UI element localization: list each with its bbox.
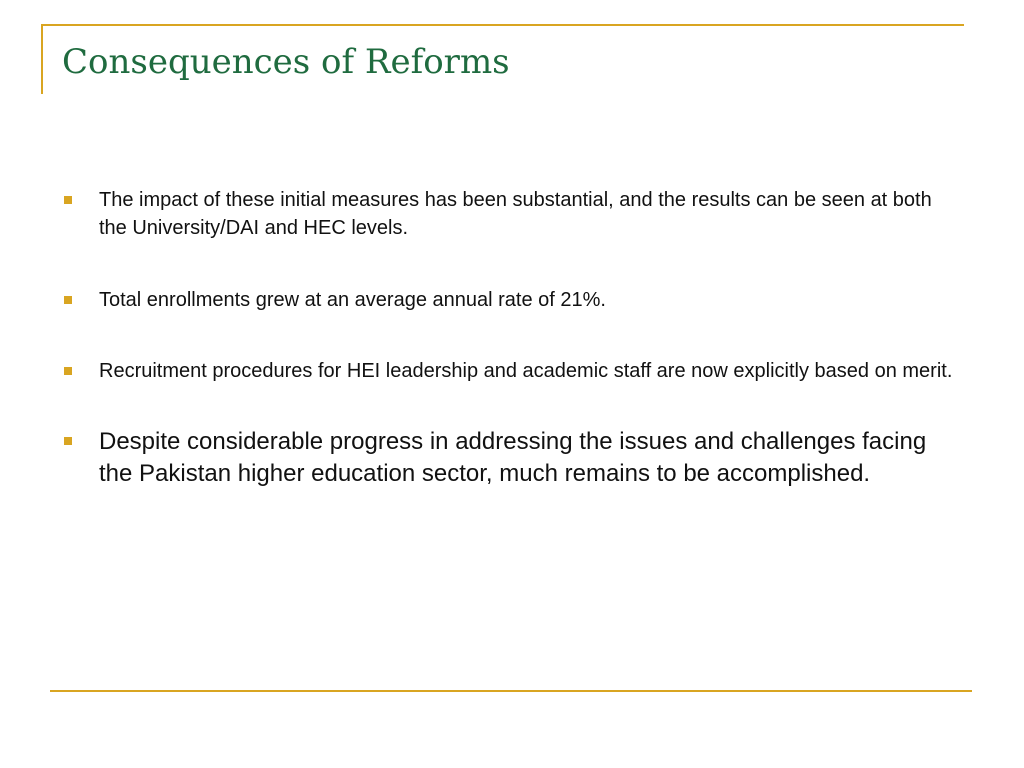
bullet-text: Recruitment procedures for HEI leadership and academic staff are now explicitly based on merit. xyxy=(99,360,953,382)
bullet-item xyxy=(62,357,962,385)
bullet-list xyxy=(62,186,962,490)
bullet-item xyxy=(62,186,962,242)
left-accent-line xyxy=(41,24,43,94)
slide-title: Consequences of Reforms xyxy=(62,42,510,82)
square-bullet-icon xyxy=(64,437,72,445)
square-bullet-icon xyxy=(64,296,72,304)
bullet-item xyxy=(62,286,962,314)
top-accent-line xyxy=(41,24,964,26)
square-bullet-icon xyxy=(64,367,72,375)
bullet-item xyxy=(62,426,962,490)
bullet-text: Despite considerable progress in addressing the issues and challenges facing the Pakistan higher education sector, much remains to be accomplished. xyxy=(99,428,927,487)
bottom-accent-line xyxy=(50,690,972,692)
bullet-text: The impact of these initial measures has been substantial, and the results can be seen at both the University/DAI and HEC levels. xyxy=(99,189,932,239)
bullet-text: Total enrollments grew at an average annual rate of 21%. xyxy=(99,289,606,311)
square-bullet-icon xyxy=(64,196,72,204)
